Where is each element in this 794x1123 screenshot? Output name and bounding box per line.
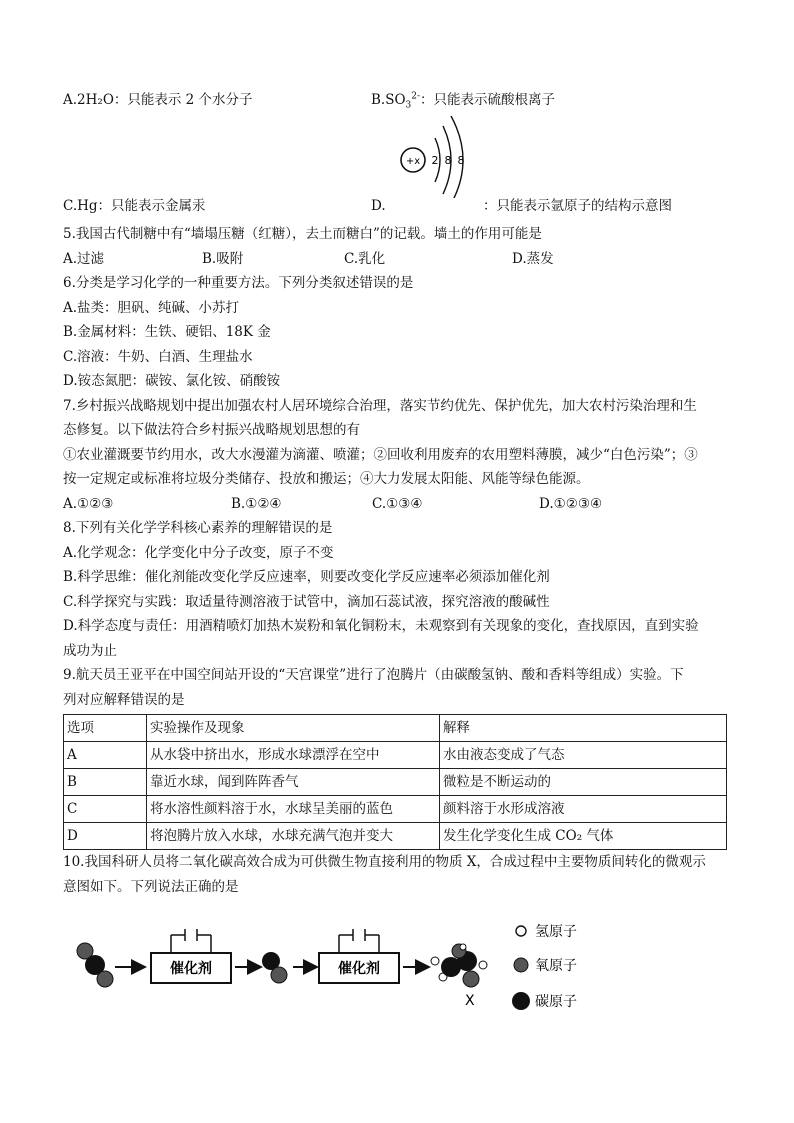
catalyst-box-1 [151, 929, 231, 983]
catalyst-label-1: 催化剂 [170, 961, 212, 977]
legend-carbon: 碳原子 [535, 994, 577, 1010]
q7-items-line-2: 按一定规定或标准将垃圾分类储存、投放和搬运；④大力发展太阳能、风能等绿色能源。 [63, 471, 590, 487]
q10-stem-line-2: 意图如下。下列说法正确的是 [63, 878, 239, 895]
catalyst-box-2 [319, 929, 399, 983]
table-row [64, 742, 727, 769]
q4-option-a: A.2H₂O：只能表示 2 个水分子 [63, 92, 253, 108]
row-explanation: 颜料溶于水形成溶液 [440, 796, 727, 823]
q8-option-c: C.科学探究与实践：取适量待测溶液于试管中，滴加石蕊试液，探究溶液的酸碱性 [63, 593, 550, 610]
shell-2-electrons: 8 [444, 154, 452, 167]
q4-option-d-label: D. [371, 198, 386, 214]
carbon-atom-icon [512, 992, 530, 1010]
q5-option-c: C.乳化 [344, 250, 386, 267]
co-molecule [262, 952, 287, 983]
table-row [64, 769, 727, 796]
q6-option-b: B.金属材料：生铁、硬铝、18K 金 [63, 324, 271, 340]
row-option: D [64, 823, 147, 850]
row-option: B [64, 769, 147, 796]
table-row [64, 823, 727, 850]
q4-option-b: $B.SO_3^{2-}$：只能表示硫酸根离子 [371, 91, 556, 111]
argon-atom-structure-diagram [391, 112, 491, 198]
exam-page [63, 88, 733, 1021]
catalyst-label-2: 催化剂 [338, 961, 380, 977]
row-operation: 将泡腾片放入水球，水球充满气泡并变大 [147, 823, 440, 850]
reaction-micro-diagram [63, 903, 733, 1021]
q7-option-d: D.①②③④ [539, 495, 603, 512]
q4-option-d-text: ：只能表示氩原子的结构示意图 [483, 198, 672, 214]
q4-option-c: C.Hg：只能表示金属汞 [63, 198, 206, 214]
q9-table [63, 714, 727, 850]
header-option: 选项 [64, 715, 147, 742]
row-operation: 靠近水球，闻到阵阵香气 [147, 769, 440, 796]
header-operation: 实验操作及现象 [147, 715, 440, 742]
q5-option-b: B.吸附 [202, 250, 244, 267]
row-explanation: 发生化学变化生成 CO₂ 气体 [440, 823, 727, 850]
question-4-options [63, 88, 733, 222]
q8-option-d-line-2: 成功为止 [63, 642, 117, 659]
q7-option-a: A.①②③ [63, 495, 114, 512]
product-x-molecule [431, 944, 487, 1009]
q5-option-d: D.蒸发 [512, 250, 554, 267]
q8-option-a: A.化学观念：化学变化中分子改变，原子不变 [63, 544, 334, 561]
legend-hydrogen: 氢原子 [535, 924, 577, 940]
q10-stem-line-1: 10.我国科研人员将二氧化碳高效合成为可供微生物直接利用的物质 X，合成过程中主要物质间转化的微观示 [63, 854, 706, 870]
row-explanation: 微粒是不断运动的 [440, 769, 727, 796]
row-option: A [64, 742, 147, 769]
q6-option-d: D.铵态氮肥：碳铵、氯化铵、硝酸铵 [63, 373, 281, 389]
shell-1-electrons: 2 [431, 154, 439, 167]
table-row [64, 796, 727, 823]
row-operation: 将水溶性颜料溶于水，水球呈美丽的蓝色 [147, 796, 440, 823]
q7-stem-line-2: 态修复。以下做法符合乡村振兴战略规划思想的有 [63, 422, 360, 438]
q5-option-a: A.过滤 [63, 250, 105, 267]
legend-oxygen: 氧原子 [535, 958, 577, 974]
q7-stem-line-1: 7.乡村振兴战略规划中提出加强农村人居环境综合治理，落实节约优先、保护优先，加大农村污染治理和生 [63, 397, 697, 414]
nucleus-charge: +x [405, 156, 421, 167]
q6-option-c: C.溶液：牛奶、白酒、生理盐水 [63, 348, 253, 365]
q9-stem-line-1: 9.航天员王亚平在中国空间站开设的“天宫课堂”进行了泡腾片（由碳酸氢钠、酸和香料等组成）实验。下 [63, 667, 684, 683]
product-x-label: X [465, 993, 475, 1009]
row-operation: 从水袋中挤出水，形成水球漂浮在空中 [147, 742, 440, 769]
shell-3-electrons: 8 [457, 154, 465, 167]
hydrogen-atom-icon [516, 926, 526, 936]
q7-option-c: C.①③④ [372, 495, 423, 512]
co2-molecule [77, 943, 113, 987]
q6-option-a: A.盐类：胆矾、纯碱、小苏打 [63, 299, 240, 316]
q5-options [63, 247, 733, 272]
row-option: C [64, 796, 147, 823]
legend [512, 924, 577, 1010]
q9-stem-line-2: 列对应解释错误的是 [63, 691, 185, 708]
q7-options [63, 492, 733, 517]
q6-stem: 6.分类是学习化学的一种重要方法。下列分类叙述错误的是 [63, 275, 414, 291]
q7-items-line-1: ①农业灌溉要节约用水，改大水漫灌为滴灌、喷灌；②回收利用废弃的农用塑料薄膜，减少“白色污染”；③ [63, 446, 698, 463]
q8-stem: 8.下列有关化学学科核心素养的理解错误的是 [63, 520, 333, 536]
q8-option-b: B.科学思维：催化剂能改变化学反应速率，则要改变化学反应速率必须添加催化剂 [63, 569, 550, 585]
q5-stem: 5.我国古代制糖中有“墙塌压糖（红糖），去土而糖白”的记载。墙土的作用可能是 [63, 226, 542, 242]
oxygen-atom-icon [514, 958, 528, 972]
row-explanation: 水由液态变成了气态 [440, 742, 727, 769]
q8-option-d-line-1: D.科学态度与责任：用酒精喷灯加热木炭粉和氧化铜粉末，未观察到有关现象的变化，查找原因，直到实验 [63, 618, 699, 634]
q7-option-b: B.①②④ [231, 495, 282, 512]
table-header-row [64, 715, 727, 742]
header-explanation: 解释 [440, 715, 727, 742]
